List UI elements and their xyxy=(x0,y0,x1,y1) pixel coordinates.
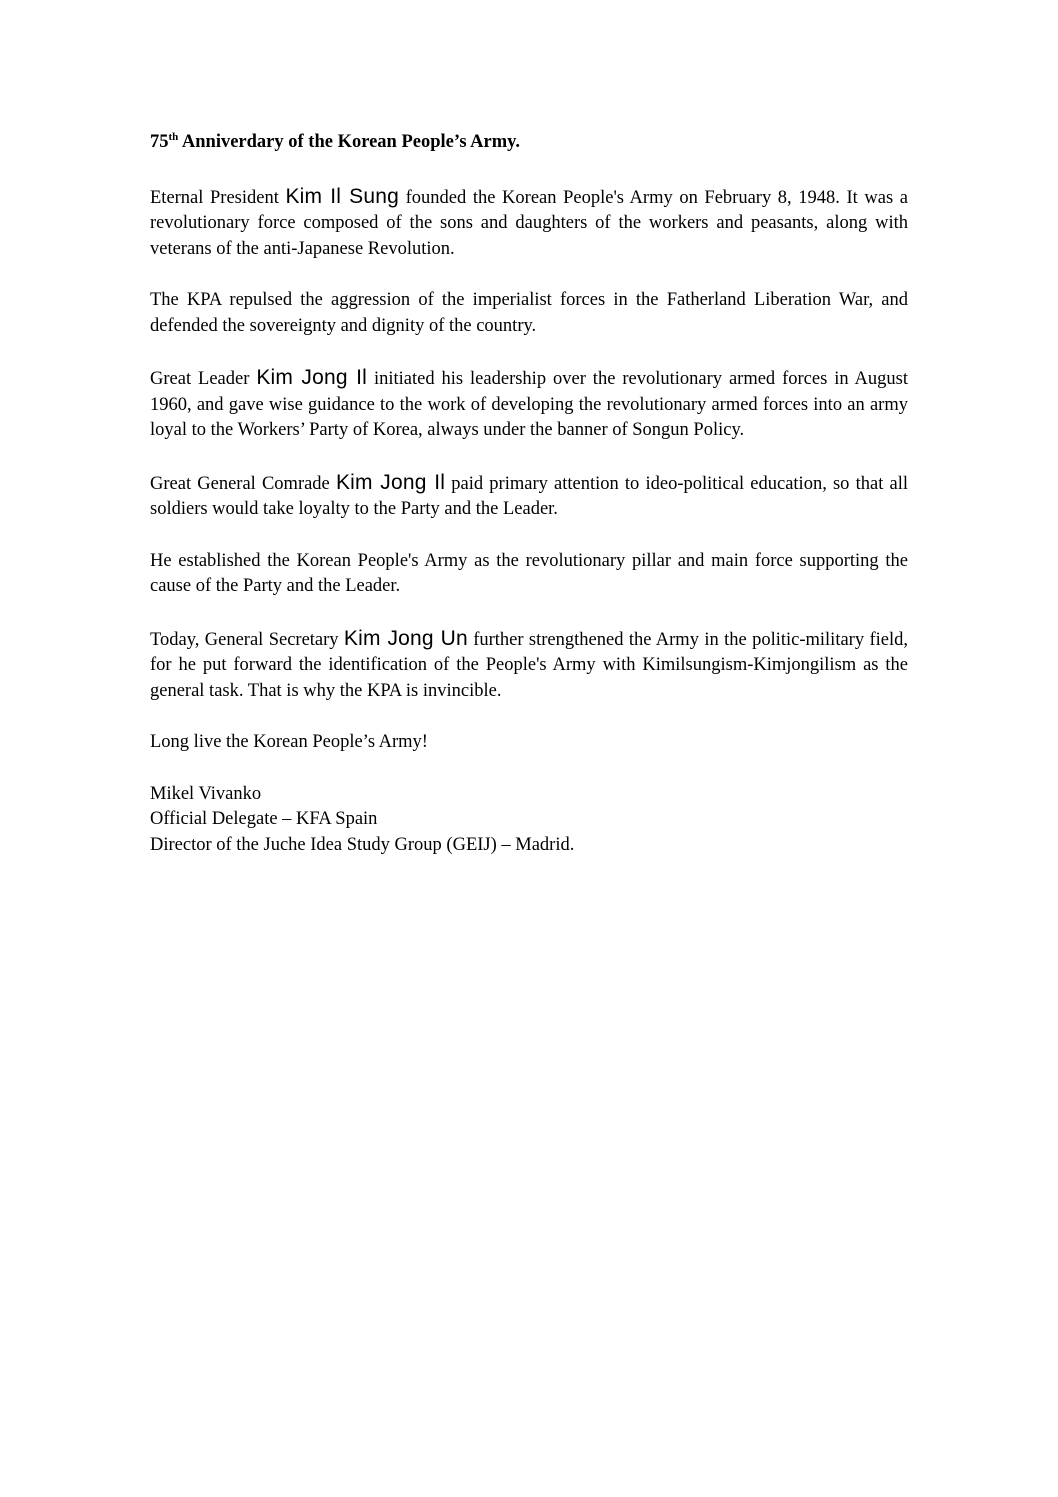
paragraph-1-text: founded the Korean People's Army on February 8, 1948. It was a revolutionary force composed of the sons and daughters of the workers and peasants, along with veterans of the anti-Japanese Revolution. xyxy=(150,187,908,259)
paragraph-2: The KPA repulsed the aggression of the imperialist forces in the Fatherland Liberation War, and defended the sovereignty and dignity of the country. xyxy=(150,290,908,336)
signature-role: Official Delegate – KFA Spain xyxy=(150,809,378,829)
paragraph-6 xyxy=(150,626,908,705)
paragraph-4 xyxy=(150,470,908,523)
paragraph-3-text: initiated his leadership over the revolutionary armed forces in August 1960, and gave wise guidance to the work of developing the revolutionary armed forces into an army loyal to the Workers’ Party of Korea, always under the banner of Songun Policy. xyxy=(150,369,908,440)
document-body xyxy=(150,130,908,858)
document-title xyxy=(150,130,908,156)
paragraph-7: Long live the Korean People’s Army! xyxy=(150,732,428,752)
paragraph-5: He established the Korean People's Army as the revolutionary pillar and main force supporting the cause of the Party and the Leader. xyxy=(150,550,908,596)
title-number: 75 xyxy=(150,132,169,152)
paragraph-6-text: further strengthened the Army in the politic-military field, for he put forward the identification of the People's Army with Kimilsungism-Kimjongilism as the general task. That is why the KPA is invincible. xyxy=(150,629,908,701)
leader-name: Kim Jong Un xyxy=(343,626,468,650)
leader-name: Kim Jong Il xyxy=(335,470,446,494)
paragraph-1-lead: Eternal President xyxy=(150,187,286,208)
title-text: Anniverdary of the Korean People’s Army. xyxy=(178,132,520,152)
paragraph-6-lead: Today, General Secretary xyxy=(150,629,344,650)
paragraph-3 xyxy=(150,365,908,444)
paragraph-1 xyxy=(150,184,908,263)
leader-name: Kim Il Sung xyxy=(285,184,400,208)
leader-name: Kim Jong Il xyxy=(256,366,368,389)
paragraph-4-text: paid primary attention to ideo-political education, so that all soldiers would take loyalty to the Party and the Leader. xyxy=(150,473,908,519)
signature-organization: Director of the Juche Idea Study Group (GEIJ) – Madrid. xyxy=(150,834,575,855)
signature-block xyxy=(150,782,908,859)
signature-name: Mikel Vivanko xyxy=(150,783,262,804)
title-ordinal-suffix: th xyxy=(168,130,179,143)
paragraph-3-lead: Great Leader xyxy=(150,369,257,389)
paragraph-4-lead: Great General Comrade xyxy=(150,473,336,494)
